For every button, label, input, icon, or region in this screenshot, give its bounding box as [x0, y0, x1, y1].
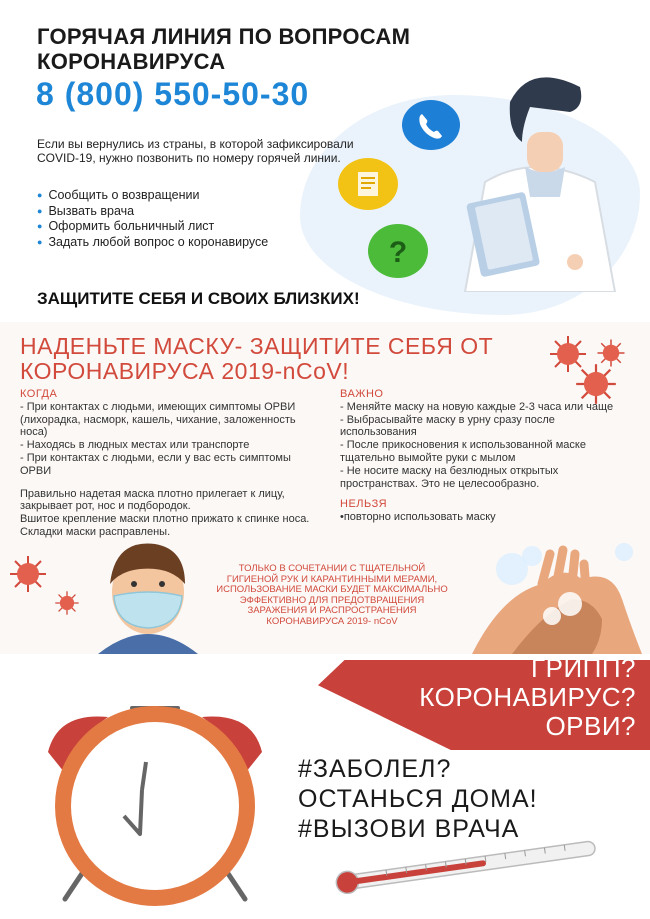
- mask-panel: [0, 322, 650, 654]
- list-item: - Меняйте маску на новую каждые 2-3 часа или чаще: [340, 400, 614, 413]
- list-item: ● Оформить больничный лист: [37, 219, 268, 235]
- slogan-line: #ЗАБОЛЕЛ?: [298, 755, 452, 783]
- question-icon: [368, 224, 428, 278]
- important-header: ВАЖНО: [340, 388, 384, 400]
- important-section: [340, 388, 625, 524]
- doctor-illustration: [455, 62, 635, 292]
- question-line: ОРВИ?: [545, 711, 636, 741]
- person-mask-illustration: [88, 534, 208, 654]
- alarm-clock-icon: [20, 694, 290, 919]
- hotline-footer: ЗАЩИТИТЕ СЕБЯ И СВОИХ БЛИЗКИХ!: [37, 289, 360, 308]
- flu-questions: [419, 654, 636, 741]
- virus-icon: [54, 590, 80, 616]
- hotline-phone: 8 (800) 550-50-30: [36, 76, 310, 112]
- list-item: ● Сообщить о возвращении: [37, 188, 268, 204]
- list-item: - Находясь в людных местах или транспорте: [20, 439, 250, 452]
- hotline-intro: Если вы вернулись из страны, в которой зафиксировали COVID-19, нужно позвонить по номеру горячей линии.: [37, 137, 354, 165]
- when-header: КОГДА: [20, 388, 58, 400]
- slogan-line: ОСТАНЬСЯ ДОМА!: [298, 785, 538, 813]
- correct-text: Складки маски расправлены.: [20, 525, 171, 538]
- mask-title: НАДЕНЬТЕ МАСКУ- ЗАЩИТИТЕ СЕБЯ ОТ КОРОНАВИРУСА 2019-nCoV!: [20, 333, 494, 384]
- correct-text: Вшитое крепление маски плотно прижато к спинке носа.: [20, 513, 310, 526]
- list-item: ● Задать любой вопрос о коронавирусе: [37, 235, 268, 251]
- document-icon: [338, 158, 398, 210]
- question-line: КОРОНАВИРУС?: [419, 682, 636, 712]
- hotline-panel: [0, 0, 650, 322]
- hotline-title: ГОРЯЧАЯ ЛИНИЯ ПО ВОПРОСАМ КОРОНАВИРУСА: [37, 24, 411, 74]
- when-section: [20, 388, 320, 539]
- list-item: - После прикосновения к использованной маске тщательно вымойте руки с мылом: [340, 439, 586, 464]
- list-item: - При контактах с людьми, имеющих симптомы ОРВИ (лихорадка, насморк, кашель, чихание, заложенность носа): [20, 400, 296, 439]
- hotline-list: [37, 188, 268, 250]
- correct-text: Правильно надетая маска плотно прилегает к лицу, закрывает рот, нос и подбородок.: [20, 487, 285, 513]
- list-item: - При контактах с людьми, если у вас есть симптомы ОРВИ: [20, 451, 291, 477]
- list-item: ● Вызвать врача: [37, 204, 268, 220]
- question-line: ГРИПП?: [531, 654, 636, 683]
- slogan-line: #ВЫЗОВИ ВРАЧА: [298, 815, 520, 843]
- flu-panel: [0, 654, 650, 919]
- list-item: •повторно использовать маску: [340, 511, 496, 524]
- hand-washing-illustration: [452, 534, 650, 654]
- thermometer-icon: [326, 834, 616, 894]
- mask-note: ТОЛЬКО В СОЧЕТАНИИ С ТЩАТЕЛЬНОЙ ГИГИЕНОЙ РУК И КАРАНТИННЫМИ МЕРАМИ, ИСПОЛЬЗОВАНИЕ МАСКИ БУДЕТ МАКСИМАЛЬНО ЭФФЕКТИВНО ДЛЯ ПРЕДОТВРАЩЕНИЯ ЗАРАЖЕНИЯ И РАСПРОСТРАНЕНИЯ КОРОНАВИРУСА 2019- nCoV: [216, 563, 448, 627]
- phone-icon: [402, 100, 460, 150]
- forbidden-header: НЕЛЬЗЯ: [340, 498, 388, 511]
- list-item: - Не носите маску на безлюдных открытых пространствах. Это не целесообразно.: [340, 464, 559, 490]
- flu-slogans: [298, 754, 538, 844]
- virus-icon: [8, 554, 48, 594]
- list-item: - Выбрасывайте маску в урну сразу после использования: [340, 413, 555, 439]
- svg-text:?: ?: [388, 236, 408, 269]
